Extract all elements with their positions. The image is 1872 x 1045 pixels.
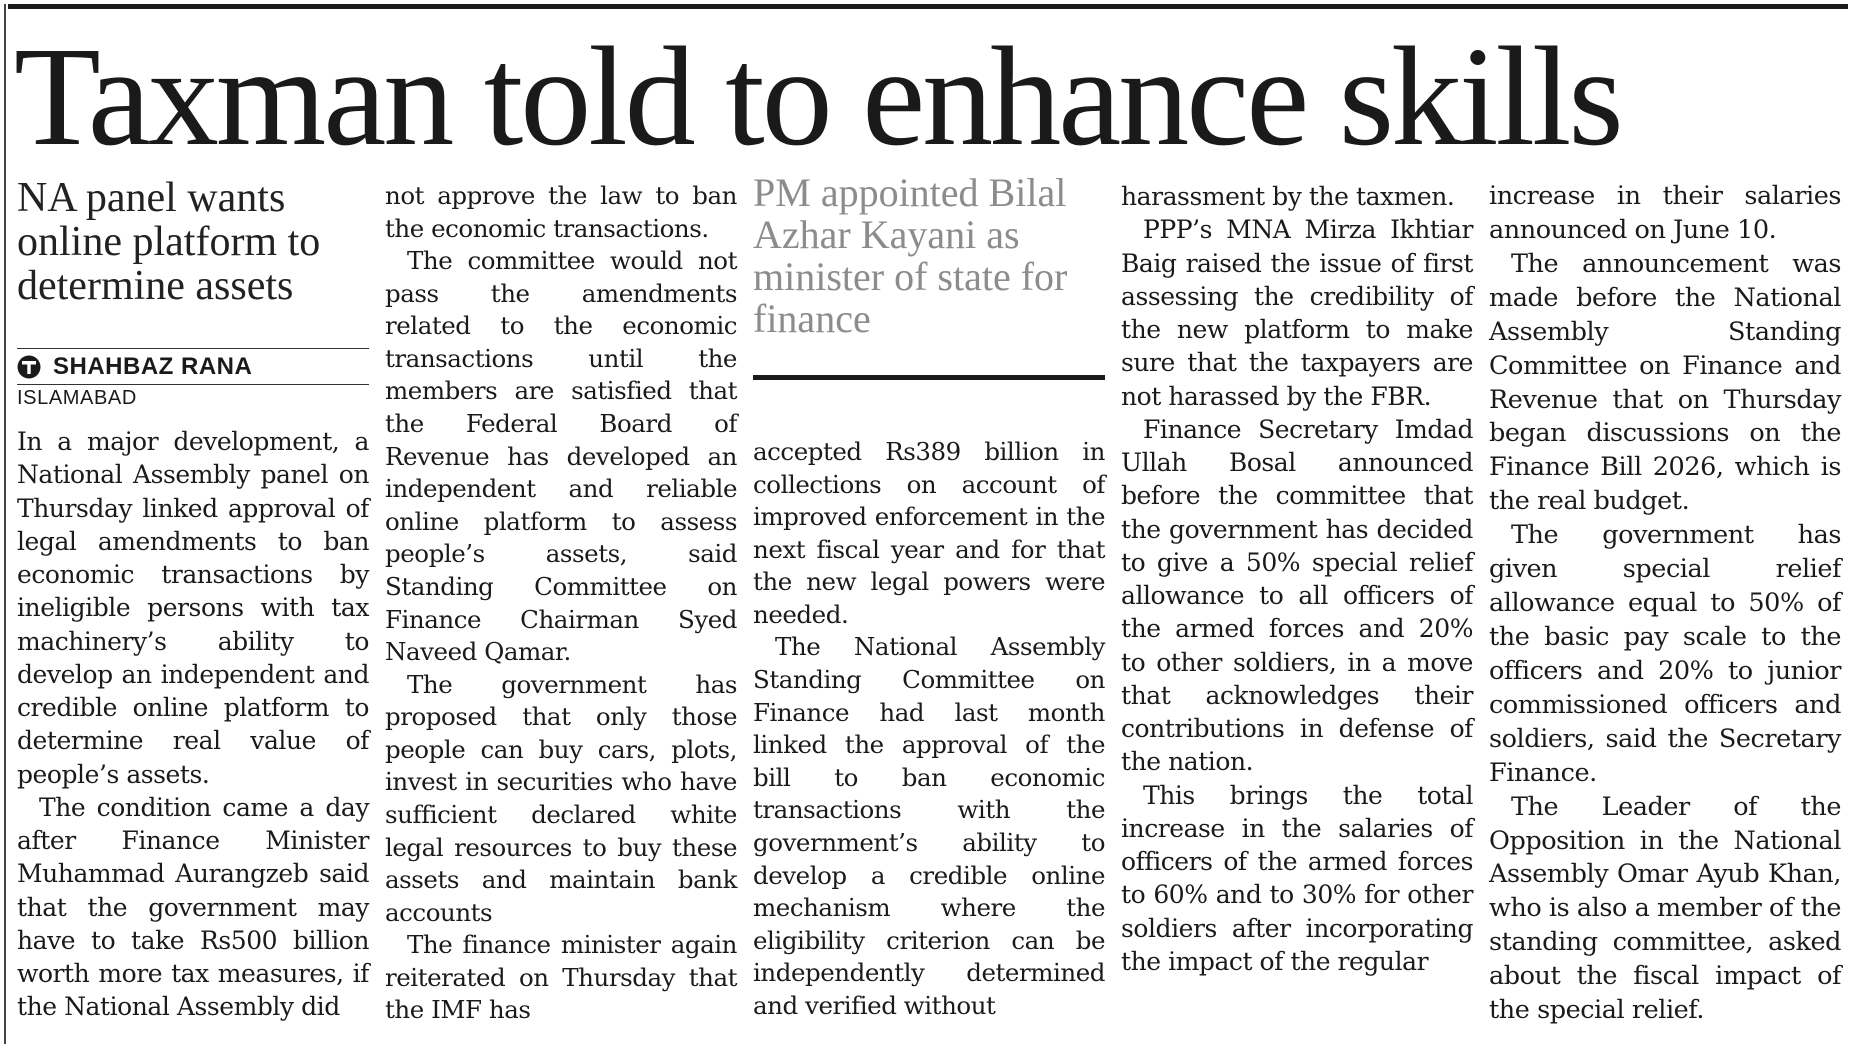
paragraph: The Leader of the Opposition in the National Assembly Omar Ayub Khan, who is also a member of the standing committee, asked about the fiscal impact of the special relief. <box>1489 791 1841 1026</box>
newspaper-logo-icon <box>17 355 41 379</box>
paragraph: The finance minister again reiterated on Thursday that the IMF has <box>385 930 737 1025</box>
headline: Taxman told to enhance skills <box>14 17 1621 175</box>
byline-top-rule <box>17 348 369 349</box>
paragraph: The condition came a day after Finance Minister Muhammad Aurangzeb said that the government may have to take Rs500 billion worth more tax measures, if the National Assembly did <box>17 792 369 1022</box>
pull-quote-rule <box>753 375 1105 380</box>
dateline: ISLAMABAD <box>17 387 137 409</box>
byline-bottom-rule <box>17 384 369 385</box>
paragraph: This brings the total increase in the salaries of officers of the armed forces to 60% and to 30% for other soldiers after incorporating the impact of the regular <box>1121 780 1473 976</box>
paragraph: harassment by the taxmen. <box>1121 182 1455 211</box>
paragraph: accepted Rs389 billion in collections on account of improved enforcement in the next fiscal year and for that the new legal powers were needed. <box>753 437 1105 629</box>
paragraph: The National Assembly Standing Committee on Finance had last month linked the approval of the bill to ban economic transactions with the government’s ability to develop a credible online mechanism where the eligibility criterion can be independently determined and verified without <box>753 632 1105 1020</box>
top-rule <box>8 4 1848 9</box>
paragraph: The government has given special relief allowance equal to 50% of the basic pay scale to the officers and 20% to junior commissioned officers and soldiers, said the Secretary Finance. <box>1489 520 1841 788</box>
pull-quote: PM appointed Bilal Azhar Kayani as minister of state for finance <box>753 170 1068 341</box>
article-column-5 <box>1489 180 1841 1028</box>
article-column-3 <box>753 436 1105 1022</box>
paragraph: not approve the law to ban the economic transactions. <box>385 181 737 243</box>
article-column-2 <box>385 180 737 1027</box>
paragraph: PPP’s MNA Mirza Ikhtiar Baig raised the issue of first assessing the credibility of the new platform to make sure that the taxpayers are not harassed by the FBR. <box>1121 215 1473 411</box>
byline <box>17 351 369 383</box>
paragraph: The government has proposed that only those people can buy cars, plots, invest in securities who have sufficient declared white legal resources to buy these assets and maintain bank accounts <box>385 669 737 927</box>
left-rule <box>4 4 6 1044</box>
subheadline: NA panel wants online platform to determine assets <box>17 175 321 309</box>
paragraph: In a major development, a National Assembly panel on Thursday linked approval of legal amendments to ban economic transactions by ineligible persons with tax machinery’s ability to develop an independent and credible online platform to determine real value of people’s assets. <box>17 427 369 789</box>
paragraph: The announcement was made before the National Assembly Standing Committee on Finance and Revenue that on Thursday began discussions on the Finance Bill 2026, which is the real budget. <box>1489 248 1841 517</box>
article-column-4 <box>1121 180 1473 978</box>
author-name: SHAHBAZ RANA <box>53 353 253 380</box>
paragraph: increase in their salaries announced on June 10. <box>1489 181 1841 245</box>
paragraph: The committee would not pass the amendments related to the economic transactions until the members are satisfied that the Federal Board of Revenue has developed an independent and reliable online platform to assess people’s assets, said Standing Committee on Finance Chairman Syed Naveed Qamar. <box>385 246 737 667</box>
article-column-1 <box>17 425 369 1024</box>
paragraph: Finance Secretary Imdad Ullah Bosal announced before the committee that the government has decided to give a 50% special relief allowance to all officers of the armed forces and 20% to other soldiers, in a move that acknowledges their contributions in defense of the nation. <box>1121 414 1473 777</box>
